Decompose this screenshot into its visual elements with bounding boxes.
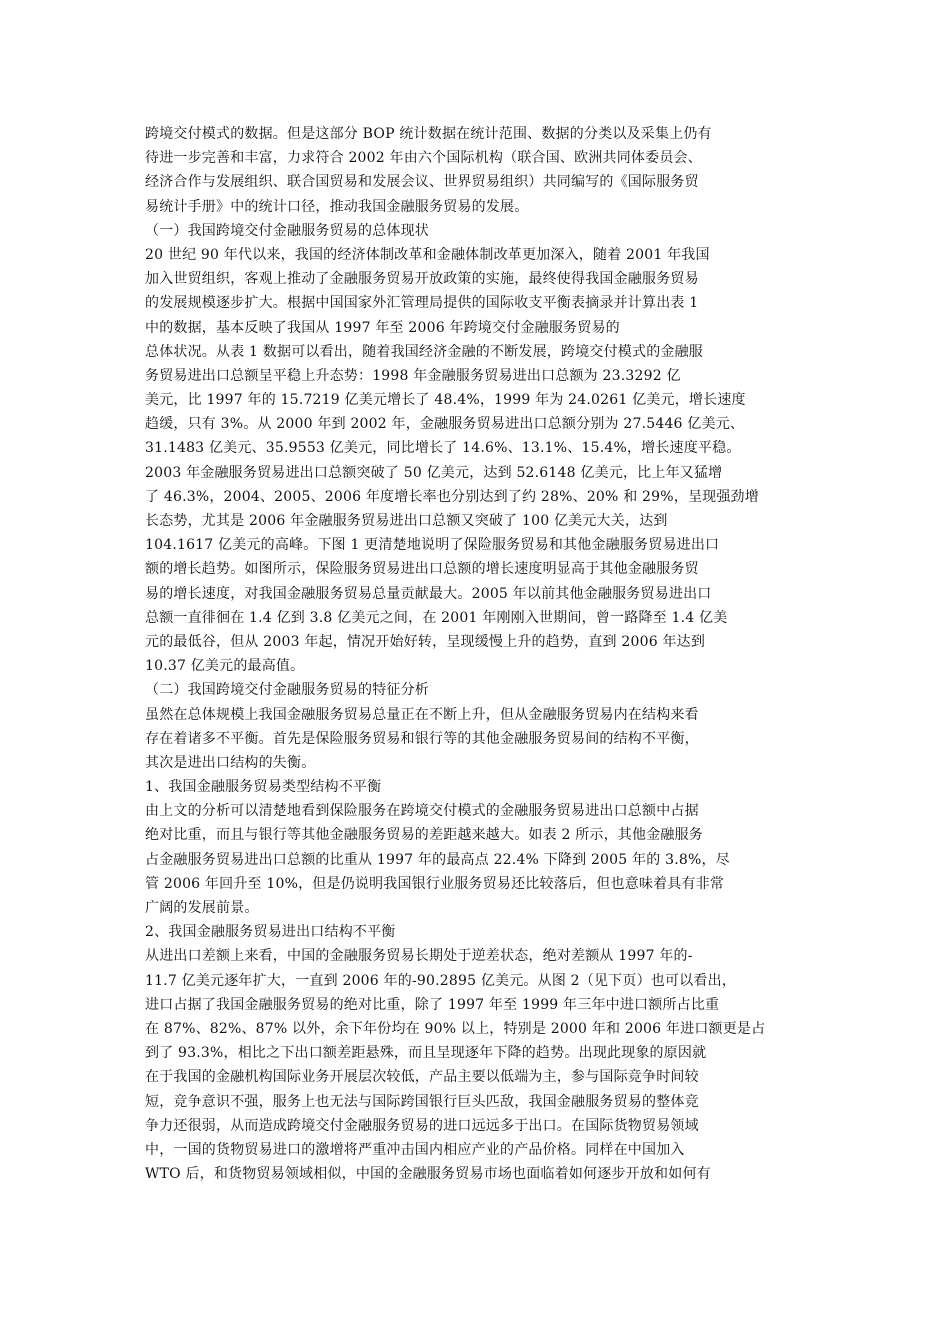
- text-line: 中的数据，基本反映了我国从 1997 年至 2006 年跨境交付金融服务贸易的: [145, 319, 620, 336]
- text-line: 广阔的发展前景。: [145, 900, 259, 916]
- text-line: 20 世纪 90 年代以来，我国的经济体制改革和金融体制改革更加深入，随着 2001 年我国: [145, 246, 710, 263]
- text-line: 额的增长趋势。如图所示，保险服务贸易进出口总额的增长速度明显高于其他金融服务贸: [145, 561, 699, 578]
- text-line: 趋缓，只有 3%。从 2000 年到 2002 年，金融服务贸易进出口总额分别为 27.5446 亿美元、: [145, 416, 745, 433]
- text-line: 占金融服务贸易进出口总额的比重从 1997 年的最高点 22.4% 下降到 2005 年的 3.8%，尽: [145, 851, 730, 868]
- text-line: 短，竞争意识不强，服务上也无法与国际跨国银行巨头匹敌，我国金融服务贸易的整体竞: [145, 1093, 699, 1110]
- text-line: 经济合作与发展组织、联合国贸易和发展会议、世界贸易组织）共同编写的《国际服务贸: [145, 174, 699, 191]
- text-line: 总额一直徘徊在 1.4 亿到 3.8 亿美元之间，在 2001 年刚刚入世期间，曾一路降至 1.4 亿美: [145, 609, 728, 626]
- text-line: 绝对比重，而且与银行等其他金融服务贸易的差距越来越大。如表 2 所示，其他金融服务: [145, 827, 704, 844]
- text-line: 美元，比 1997 年的 15.7219 亿美元增长了 48.4%，1999 年为 24.0261 亿美元，增长速度: [145, 392, 746, 409]
- text-line: 中，一国的货物贸易进口的激增将严重冲击国内相应产业的产品价格。同样在中国加入: [145, 1141, 685, 1158]
- text-line: 待进一步完善和丰富，力求符合 2002 年由六个国际机构（联合国、欧洲共同体委员会、: [145, 150, 702, 167]
- text-line: 在于我国的金融机构国际业务开展层次较低，产品主要以低端为主，参与国际竞争时间较: [145, 1069, 699, 1086]
- text-line: 104.1617 亿美元的高峰。下图 1 更清楚地说明了保险服务贸易和其他金融服务贸易进出口: [145, 537, 720, 554]
- text-line: 2003 年金融服务贸易进出口总额突破了 50 亿美元，达到 52.6148 亿美元，比上年又猛增: [145, 464, 723, 481]
- text-line: 元的最低谷，但从 2003 年起，情况开始好转，呈现缓慢上升的趋势，直到 2006 年达到: [145, 633, 706, 650]
- text-line: （二）我国跨境交付金融服务贸易的特征分析: [145, 682, 429, 699]
- text-line: 从进出口差额上来看，中国的金融服务贸易长期处于逆差状态，绝对差额从 1997 年的-: [145, 948, 693, 965]
- text-line: 务贸易进出口总额呈平稳上升态势：1998 年金融服务贸易进出口总额为 23.3292 亿: [145, 367, 681, 384]
- text-line: 争力还很弱，从而造成跨境交付金融服务贸易的进口远远多于出口。在国际货物贸易领域: [145, 1117, 699, 1134]
- text-line: 其次是进出口结构的失衡。: [145, 754, 316, 771]
- text-line: （一）我国跨境交付金融服务贸易的总体现状: [145, 222, 429, 239]
- text-line: 易的增长速度，对我国金融服务贸易总量贡献最大。2005 年以前其他金融服务贸易进出口: [145, 585, 712, 602]
- text-line: 的发展规模逐步扩大。根据中国国家外汇管理局提供的国际收支平衡表摘录并计算出表 1: [145, 295, 699, 312]
- text-line: 11.7 亿美元逐年扩大，一直到 2006 年的-90.2895 亿美元。从图 2（见下页）也可以看出，: [145, 972, 736, 989]
- text-line: 长态势，尤其是 2006 年金融服务贸易进出口总额又突破了 100 亿美元大关，达到: [145, 513, 668, 529]
- text-line: 进口占据了我国金融服务贸易的绝对比重，除了 1997 年至 1999 年三年中进口额所占比重: [145, 996, 720, 1013]
- text-line: 2、我国金融服务贸易进出口结构不平衡: [145, 924, 396, 941]
- text-line: 易统计手册》中的统计口径，推动我国金融服务贸易的发展。: [145, 198, 529, 215]
- text-line: 总体状况。从表 1 数据可以看出，随着我国经济金融的不断发展，跨境交付模式的金融服: [145, 343, 704, 360]
- text-line: 管 2006 年回升至 10%，但是仍说明我国银行业服务贸易还比较落后，但也意味着具有非常: [145, 875, 725, 892]
- text-line: 31.1483 亿美元、35.9553 亿美元，同比增长了 14.6%、13.1%、15.4%，增长速度平稳。: [145, 440, 741, 457]
- text-line: 存在着诸多不平衡。首先是保险服务贸易和银行等的其他金融服务贸易间的结构不平衡，: [145, 730, 699, 747]
- document-body: [145, 122, 815, 1186]
- text-line: 虽然在总体规模上我国金融服务贸易总量正在不断上升，但从金融服务贸易内在结构来看: [145, 706, 699, 723]
- text-line: 了 46.3%，2004、2005、2006 年度增长率也分别达到了约 28%、20% 和 29%，呈现强劲增: [145, 488, 759, 505]
- text-line: 到了 93.3%，相比之下出口额差距悬殊，而且呈现逐年下降的趋势。出现此现象的原因就: [145, 1045, 707, 1062]
- text-line: 1、我国金融服务贸易类型结构不平衡: [145, 779, 382, 796]
- text-line: 在 87%、82%、87% 以外，余下年份均在 90% 以上，特别是 2000 年和 2006 年进口额更是占: [145, 1020, 766, 1037]
- text-line: 加入世贸组织，客观上推动了金融服务贸易开放政策的实施，最终使得我国金融服务贸易: [145, 271, 699, 288]
- text-line: 由上文的分析可以清楚地看到保险服务在跨境交付模式的金融服务贸易进出口总额中占据: [145, 803, 699, 820]
- text-line: 跨境交付模式的数据。但是这部分 BOP 统计数据在统计范围、数据的分类以及采集上仍有: [145, 126, 712, 142]
- text-line: WTO 后，和货物贸易领域相似，中国的金融服务贸易市场也面临着如何逐步开放和如何有: [145, 1166, 711, 1183]
- text-line: 10.37 亿美元的最高值。: [145, 658, 305, 675]
